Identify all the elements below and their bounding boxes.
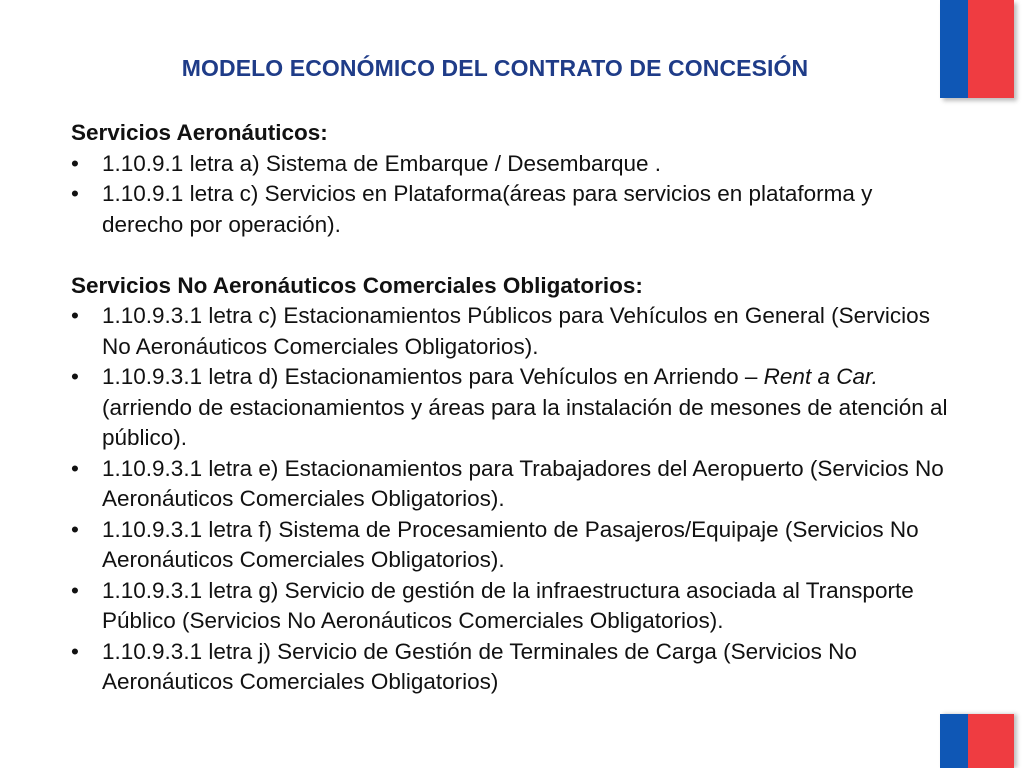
slide-body <box>71 118 951 698</box>
list-item <box>71 362 951 454</box>
list-item <box>71 515 951 576</box>
bullet-icon: • <box>71 638 79 664</box>
bullet-icon: • <box>71 516 79 542</box>
flag-red-stripe <box>968 714 1014 768</box>
bullet-icon: • <box>71 150 79 176</box>
list-item-text: 1.10.9.1 letra c) Servicios en Plataforma(áreas para servicios en plataforma y derecho por operación). <box>102 181 873 237</box>
list-item <box>71 637 951 698</box>
bullet-icon: • <box>71 364 79 389</box>
list-item-text: 1.10.9.3.1 letra f) Sistema de Procesamiento de Pasajeros/Equipaje (Servicios No Aeronáuticos Comerciales Obligatorios). <box>102 516 919 572</box>
list-item-text: 1.10.9.1 letra a) Sistema de Embarque / Desembarque . <box>102 150 662 176</box>
list-item <box>71 454 951 515</box>
list-item-text <box>102 364 948 450</box>
list-item <box>71 149 951 180</box>
list-item-text: 1.10.9.3.1 letra j) Servicio de Gestión de Terminales de Carga (Servicios No Aeronáuticos Comerciales Obligatorios) <box>102 638 857 694</box>
list-item <box>71 179 951 240</box>
chile-flag-top-decoration <box>940 0 1014 98</box>
list-item-text: 1.10.9.3.1 letra g) Servicio de gestión de la infraestructura asociada al Transporte Público (Servicios No Aeronáuticos Comerciales Obligatorios). <box>102 577 914 633</box>
list-item <box>71 301 951 362</box>
list-item-text-after: (arriendo de estacionamientos y áreas para la instalación de mesones de atención al público). <box>102 394 948 450</box>
bullet-icon: • <box>71 181 79 206</box>
list-item-text-before: 1.10.9.3.1 letra d) Estacionamientos para Vehículos en Arriendo – <box>102 364 764 389</box>
flag-red-stripe <box>968 0 1014 98</box>
list-aeronauticos <box>71 149 951 241</box>
list-item-text: 1.10.9.3.1 letra c) Estacionamientos Públicos para Vehículos en General (Servicios No Aeronáuticos Comerciales Obligatorios). <box>102 303 930 359</box>
bullet-icon: • <box>71 303 79 328</box>
section-spacer <box>71 240 951 271</box>
section-heading-aeronauticos: Servicios Aeronáuticos: <box>71 120 328 145</box>
flag-blue-stripe <box>940 0 968 98</box>
bullet-icon: • <box>71 577 79 603</box>
chile-flag-bottom-decoration <box>940 714 1014 768</box>
list-item-text: 1.10.9.3.1 letra e) Estacionamientos para Trabajadores del Aeropuerto (Servicios No Aeronáuticos Comerciales Obligatorios). <box>102 455 944 511</box>
slide-title: MODELO ECONÓMICO DEL CONTRATO DE CONCESIÓN <box>181 55 809 81</box>
list-item <box>71 576 951 637</box>
flag-blue-stripe <box>940 714 968 768</box>
list-no-aeronauticos <box>71 301 951 698</box>
list-item-text-italic: Rent a Car. <box>763 364 878 389</box>
section-heading-no-aeronauticos: Servicios No Aeronáuticos Comerciales Obligatorios: <box>71 272 643 298</box>
bullet-icon: • <box>71 455 79 481</box>
